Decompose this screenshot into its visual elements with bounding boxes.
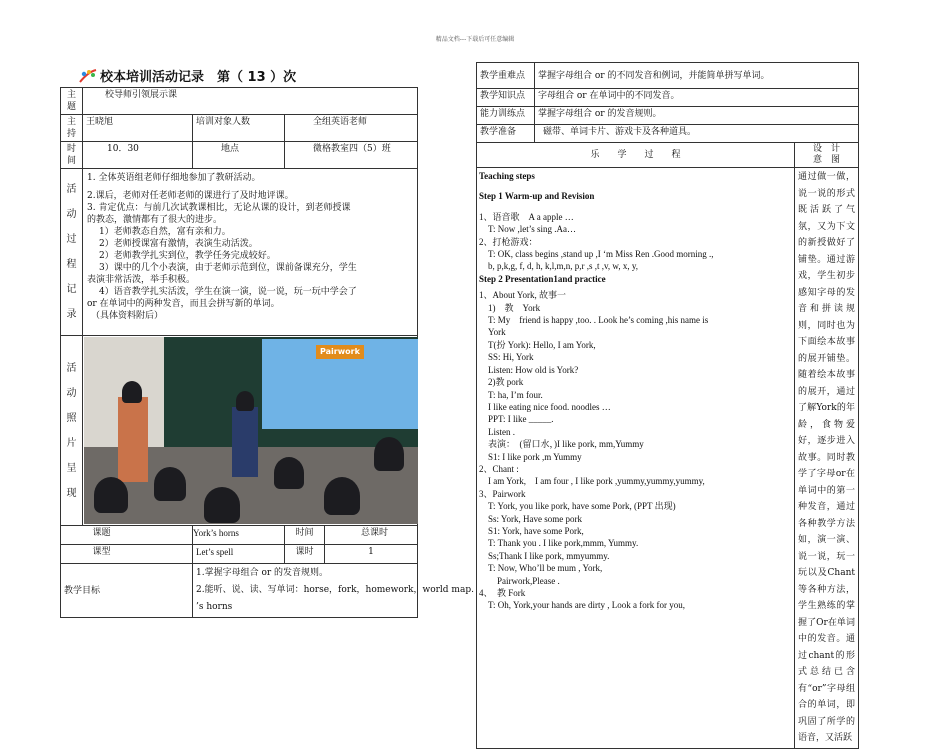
audience-label: 培训对象人数 <box>193 115 285 142</box>
skill-label: 能力训练点 <box>477 107 535 125</box>
lesson-label: 课题 <box>83 526 193 545</box>
student-head <box>274 457 304 489</box>
teacher-head <box>122 381 142 403</box>
record-content: 1. 全体英语组老师仔细地参加了教研活动。 2.课后，老师对任老师老师的课进行了及时地评课。 3. 肯定优点：与前几次试教课相比，无论从课的设计，到老师授课 的教态，激情都有了很大的进步。 1）老师教态自然，富有亲和力。 2）老师授课富有激情，表演生动活泼。 2）老师教学扎实到位，教学任务完成较好。 3）课中的几个小表演，由于老师示范到位，课前备课充分，学生 表演非常活泼，举手积极。 4）语音教学扎实活泼，学生在演一演，说一说，玩一玩中学会了 or 在单词中的两种发音，而且会拼写新的单词。 （具体资料附后） <box>83 169 418 336</box>
type-label: 课型 <box>83 545 193 564</box>
photo-cell <box>83 336 418 526</box>
student-head <box>94 477 128 513</box>
type-value: Let’s spell <box>193 545 285 564</box>
place-value: 微格教室四（5）班 <box>285 142 418 169</box>
watermark: 精品文档---下载后可任意编辑 <box>435 36 515 43</box>
goal-label: 教学目标 <box>64 585 101 596</box>
student-head <box>154 467 186 501</box>
knowledge-value: 字母组合 or 在单词中的不同发音。 <box>535 89 859 107</box>
photo-label: 活 动 照 片 呈 现 <box>61 336 83 526</box>
place-label: 地点 <box>193 142 285 169</box>
hours-value: 1 <box>325 545 418 564</box>
skill-value: 掌握字母组合 or 的发音规则。 <box>535 107 859 125</box>
lesson-time-label: 时间 <box>285 526 325 545</box>
goal-content: 1.掌握字母组合 or 的发音规则。 2.能听、说、读、写单词：horse，fork，homework，world map. ’s horns <box>193 564 418 618</box>
left-record-table <box>60 87 474 618</box>
student-head <box>324 477 360 515</box>
right-plan-table <box>476 62 859 749</box>
process-label: 乐 学 过 程 <box>477 143 795 168</box>
student-head <box>374 437 404 471</box>
topic-label: 主题 <box>61 88 83 115</box>
pairwork-caption: Pairwork <box>316 345 364 359</box>
audience-value: 全组英语老师 <box>285 115 418 142</box>
topic-value: 校导师引领展示课 <box>83 88 418 115</box>
teacher-figure <box>118 397 148 482</box>
knowledge-label: 教学知识点 <box>477 89 535 107</box>
key-value: 掌握字母组合 or 的不同发音和例词，并能简单拼写单词。 <box>535 63 859 89</box>
student-head <box>204 487 240 523</box>
key-label: 教学重难点 <box>477 63 535 89</box>
classroom-photo <box>84 337 418 524</box>
total-hours-label: 总课时 <box>325 526 418 545</box>
page-title <box>78 66 296 85</box>
time-label: 时间 <box>61 142 83 169</box>
teaching-steps: Teaching steps Step 1 Warm-up and Revision 1、语音歌 A a apple … T: Now ,let’s sing .Aa… 2、打枪游戏： T: OK, class begins ,stand up ,I ‘m Miss Ren .Good morning ., b, p,k,g, f, d, h, k,l,m,n, p,r ,s ,t ,v, w, x, y, Step 2 Presentation1and practice 1、About York, 故事一 1) 教 York T: My friend is happy ,too. . Look he’s coming ,his name is York T(扮 York): Hello, I am York, SS: Hi, York Listen: How old is York? 2)教 pork T: ha, I’m four. I like eating nice food. noodles … PPT: I like _____. Listen . 表演： (留口水，)I like pork, mm,Yummy S1: I like pork ,m Yummy 2、Chant : I am York, I am four , I like pork ,yummy,yummy,yummy, 3、Pairwork T: York, you like pork, have some Pork, (PPT 出现) Ss: York, Have some pork S1: York, have some Pork, T: Thank you . I like pork,mmm, Yummy. Ss;Thank I like pork, mmyummy. T: Now, Who’ll be mum , York, Pairwork,Please . 4、 教 Fork T: Oh, York,your hands are dirty , Look a fork for you, <box>477 168 795 749</box>
record-label: 活 动 过 程 记 录 <box>61 169 83 336</box>
host-label: 主持 <box>61 115 83 142</box>
hours-label: 课时 <box>285 545 325 564</box>
prep-label: 教学准备 <box>477 125 535 143</box>
time-value: 10．30 <box>83 142 193 169</box>
flower-logo-icon <box>78 68 98 84</box>
design-label: 设 计 意 图 <box>795 143 859 168</box>
title-text: 校本培训活动记录 第（ 13 ）次 <box>100 70 297 85</box>
prep-value: 磁带、单词卡片、游戏卡及各种道具。 <box>535 125 859 143</box>
host-value: 王晓旭 <box>83 115 193 142</box>
goal-label-cell <box>61 564 193 618</box>
student-standing <box>232 407 258 477</box>
student-standing-head <box>236 391 254 411</box>
lesson-value: York’s horns <box>193 526 285 545</box>
design-intent: 通过做一做，说一说的形式既活跃了气氛，又为下文的新授做好了铺垫。通过游戏，学生初步感知字母的发音和拼读规则，同时也为下面绘本故事的展开铺垫。随着绘本故事的展开，通过了解York的年龄，食物爱好，逐步进入故事。同时教学了字母or在单词中的第一种发音，通过各种教学方法如，演一演、说一说，玩一玩以及Chant等各种方法，学生熟练的掌握了Or在单词中的发音。通过chant的形式总结已含有“or”字母组合的单词，即巩固了所学的语音，又活跃 <box>795 168 859 749</box>
